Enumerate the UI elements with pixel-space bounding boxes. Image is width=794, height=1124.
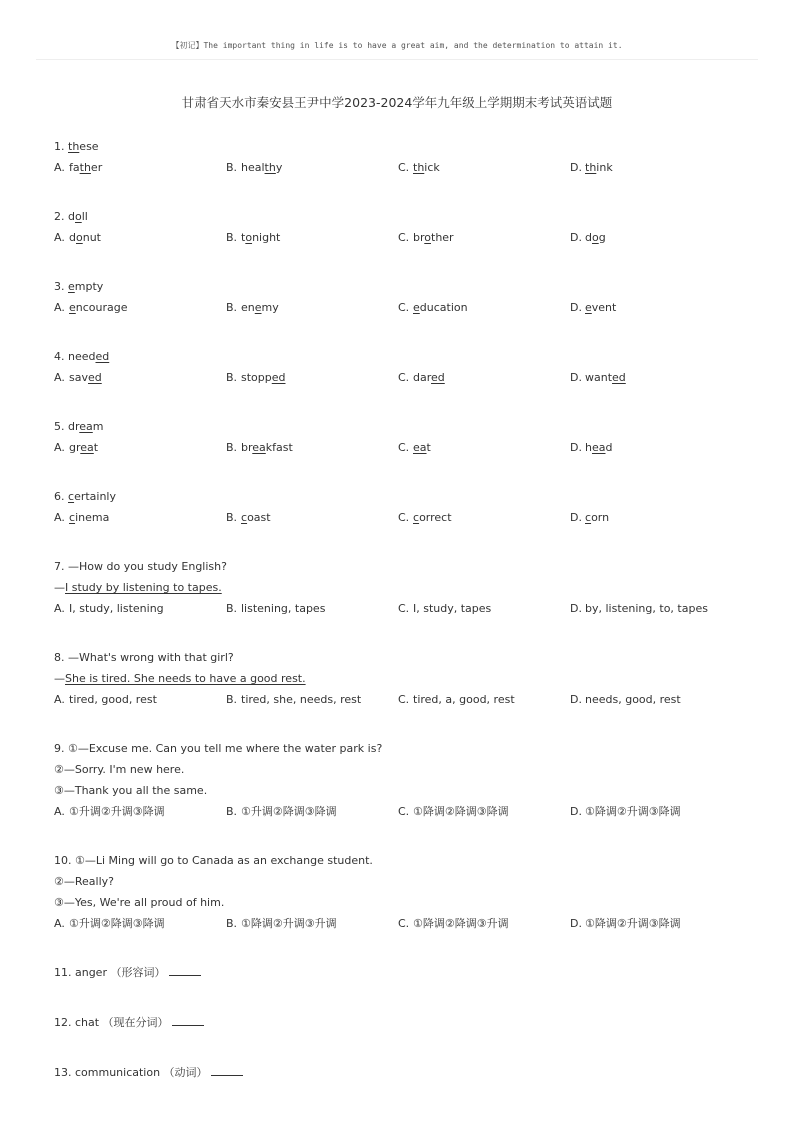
fill-question-text: 13. communication （动词） <box>54 1066 212 1079</box>
question-stem-line <box>54 647 754 668</box>
option-row <box>54 598 754 619</box>
option-text: ①降调②降调③降调 <box>413 805 509 818</box>
option-text: ①降调②升调③降调 <box>585 917 681 930</box>
option-letter: D. <box>570 371 582 384</box>
option-text: tired, she, needs, rest <box>241 693 362 706</box>
option-text: stopped <box>241 371 286 384</box>
question-3 <box>54 276 754 318</box>
underlined-part: c <box>68 490 75 503</box>
option-text: donut <box>69 231 101 244</box>
option-d[interactable] <box>570 437 742 458</box>
page-header-motto: 【初记】The important thing in life is to have a great aim, and the determination to attain it. <box>171 41 623 50</box>
option-text: great <box>69 441 99 454</box>
option-text: dared <box>413 371 445 384</box>
question-5 <box>54 416 754 458</box>
question-stem-line <box>54 486 754 507</box>
option-letter: D. <box>570 602 582 615</box>
option-letter: A. <box>54 231 65 244</box>
option-text: head <box>585 441 613 454</box>
option-b[interactable] <box>226 367 398 388</box>
option-letter: A. <box>54 161 65 174</box>
question-stem-line <box>54 780 754 801</box>
option-row <box>54 689 754 710</box>
option-a[interactable] <box>54 367 226 388</box>
question-6 <box>54 486 754 528</box>
stem-text: 5. dream <box>54 420 104 433</box>
option-letter: C. <box>398 231 410 244</box>
option-text: eat <box>413 441 431 454</box>
underlined-part: e <box>254 301 262 314</box>
option-letter: B. <box>226 371 238 384</box>
option-text: thick <box>413 161 440 174</box>
option-d[interactable] <box>570 913 742 934</box>
option-c[interactable] <box>398 157 570 178</box>
option-d[interactable] <box>570 227 742 248</box>
option-text: breakfast <box>241 441 293 454</box>
option-c[interactable] <box>398 507 570 528</box>
option-c[interactable] <box>398 801 570 822</box>
option-letter: B. <box>226 301 238 314</box>
option-letter: B. <box>226 161 238 174</box>
option-letter: B. <box>226 805 238 818</box>
option-d[interactable] <box>570 801 742 822</box>
fill-question-11 <box>54 962 754 983</box>
option-text: enemy <box>241 301 279 314</box>
option-text: needs, good, rest <box>585 693 681 706</box>
option-b[interactable] <box>226 598 398 619</box>
option-letter: C. <box>398 805 410 818</box>
fill-question-12 <box>54 1012 754 1033</box>
option-a[interactable] <box>54 227 226 248</box>
option-letter: B. <box>226 693 238 706</box>
option-a[interactable] <box>54 689 226 710</box>
option-text: cinema <box>69 511 110 524</box>
question-stem-line <box>54 416 754 437</box>
underlined-part: o <box>424 231 431 244</box>
option-letter: C. <box>398 371 410 384</box>
option-b[interactable] <box>226 507 398 528</box>
question-stem-line <box>54 276 754 297</box>
option-row <box>54 157 754 178</box>
option-d[interactable] <box>570 297 742 318</box>
spacer <box>54 934 754 962</box>
option-text: event <box>585 301 617 314</box>
option-b[interactable] <box>226 689 398 710</box>
stem-text: 9. ①—Excuse me. Can you tell me where the water park is? <box>54 742 383 755</box>
option-a[interactable] <box>54 598 226 619</box>
question-stem-line <box>54 136 754 157</box>
option-text: saved <box>69 371 102 384</box>
underlined-part: She is tired. She needs to have a good rest. <box>65 672 306 685</box>
option-b[interactable] <box>226 297 398 318</box>
option-text: tonight <box>241 231 281 244</box>
spacer <box>54 983 754 1012</box>
underlined-part: ed <box>95 350 110 363</box>
option-text: correct <box>413 511 452 524</box>
option-row <box>54 297 754 318</box>
option-row <box>54 801 754 822</box>
question-stem-line <box>54 206 754 227</box>
option-letter: A. <box>54 441 65 454</box>
option-text: tired, a, good, rest <box>413 693 515 706</box>
underlined-part: th <box>585 161 597 174</box>
option-letter: B. <box>226 441 238 454</box>
option-letter: C. <box>398 301 410 314</box>
option-text: encourage <box>69 301 128 314</box>
question-stem-line <box>54 556 754 577</box>
option-letter: D. <box>570 511 582 524</box>
option-letter: B. <box>226 917 238 930</box>
option-letter: D. <box>570 805 582 818</box>
questions-area <box>54 136 754 1083</box>
question-4 <box>54 346 754 388</box>
underlined-part: o <box>591 231 599 244</box>
underlined-part: e <box>69 301 76 314</box>
option-text: ①降调②升调③升调 <box>241 917 337 930</box>
option-text: ①降调②降调③升调 <box>413 917 509 930</box>
option-text: dog <box>585 231 606 244</box>
stem-text: 1. these <box>54 140 99 153</box>
page-title: 甘肃省天水市秦安县王尹中学2023-2024学年九年级上学期期末考试英语试题 <box>181 95 613 110</box>
question-stem-line <box>54 738 754 759</box>
option-letter: A. <box>54 805 65 818</box>
option-text: I, study, tapes <box>413 602 492 615</box>
option-b[interactable] <box>226 913 398 934</box>
option-letter: C. <box>398 161 410 174</box>
option-row <box>54 367 754 388</box>
option-letter: C. <box>398 602 410 615</box>
option-row <box>54 227 754 248</box>
underlined-part: ea <box>252 441 266 454</box>
option-a[interactable] <box>54 913 226 934</box>
option-text: I, study, listening <box>69 602 164 615</box>
spacer <box>54 1033 754 1062</box>
underlined-part: o <box>75 231 83 244</box>
option-letter: D. <box>570 441 582 454</box>
stem-text: 10. ①—Li Ming will go to Canada as an exchange student. <box>54 854 373 867</box>
option-letter: C. <box>398 441 410 454</box>
header-divider <box>36 59 758 60</box>
option-text: brother <box>413 231 454 244</box>
option-letter: D. <box>570 301 582 314</box>
option-text: ①降调②升调③降调 <box>585 805 681 818</box>
option-letter: B. <box>226 602 238 615</box>
option-letter: A. <box>54 917 65 930</box>
option-row <box>54 437 754 458</box>
option-letter: B. <box>226 231 238 244</box>
question-8 <box>54 647 754 710</box>
fill-question-13 <box>54 1062 754 1083</box>
underlined-part: ea <box>413 441 427 454</box>
stem-text: ②—Sorry. I'm new here. <box>54 763 185 776</box>
spacer <box>54 248 754 276</box>
stem-text: 7. —How do you study English? <box>54 560 227 573</box>
answer-blank[interactable] <box>172 1015 204 1026</box>
underlined-part: c <box>69 511 76 524</box>
option-row <box>54 913 754 934</box>
stem-text: ③—Yes, We're all proud of him. <box>54 896 225 909</box>
answer-blank[interactable] <box>169 965 201 976</box>
option-text: wanted <box>585 371 626 384</box>
question-stem-line <box>54 668 754 689</box>
question-9 <box>54 738 754 822</box>
answer-blank[interactable] <box>211 1065 243 1076</box>
option-row <box>54 507 754 528</box>
underlined-part: th <box>413 161 425 174</box>
fill-question-text: 12. chat （现在分词） <box>54 1016 173 1029</box>
underlined-part: o <box>74 210 82 223</box>
underlined-part: th <box>79 161 91 174</box>
question-7 <box>54 556 754 619</box>
option-text: ①升调②升调③降调 <box>69 805 165 818</box>
question-2 <box>54 206 754 248</box>
option-text: education <box>413 301 468 314</box>
option-letter: C. <box>398 693 410 706</box>
underlined-part: c <box>585 511 592 524</box>
underlined-part: c <box>413 511 420 524</box>
option-text: by, listening, to, tapes <box>585 602 708 615</box>
spacer <box>54 710 754 738</box>
option-text: healthy <box>241 161 283 174</box>
stem-text: ②—Really? <box>54 875 114 888</box>
option-c[interactable] <box>398 913 570 934</box>
option-text: tired, good, rest <box>69 693 157 706</box>
option-c[interactable] <box>398 598 570 619</box>
option-text: think <box>585 161 613 174</box>
stem-text: 2. doll <box>54 210 88 223</box>
spacer <box>54 619 754 647</box>
option-a[interactable] <box>54 297 226 318</box>
option-a[interactable] <box>54 507 226 528</box>
option-b[interactable] <box>226 157 398 178</box>
spacer <box>54 528 754 556</box>
stem-text: 4. needed <box>54 350 110 363</box>
option-a[interactable] <box>54 801 226 822</box>
option-letter: A. <box>54 602 65 615</box>
option-c[interactable] <box>398 367 570 388</box>
spacer <box>54 178 754 206</box>
underlined-part: ed <box>87 371 102 384</box>
spacer <box>54 458 754 486</box>
underlined-part: e <box>585 301 592 314</box>
spacer <box>54 388 754 416</box>
option-text: father <box>69 161 103 174</box>
underlined-part: o <box>245 231 253 244</box>
question-1 <box>54 136 754 178</box>
option-d[interactable] <box>570 689 742 710</box>
underlined-part: c <box>241 511 248 524</box>
spacer <box>54 822 754 850</box>
spacer <box>54 318 754 346</box>
option-a[interactable] <box>54 157 226 178</box>
option-letter: B. <box>226 511 238 524</box>
underlined-part: th <box>68 140 80 153</box>
option-letter: A. <box>54 301 65 314</box>
option-c[interactable] <box>398 227 570 248</box>
question-stem-line <box>54 871 754 892</box>
option-d[interactable] <box>570 507 742 528</box>
underlined-part: ed <box>271 371 286 384</box>
question-stem-line <box>54 850 754 871</box>
option-letter: C. <box>398 511 410 524</box>
question-10 <box>54 850 754 934</box>
underlined-part: I study by listening to tapes. <box>65 581 222 594</box>
option-c[interactable] <box>398 297 570 318</box>
question-stem-line <box>54 892 754 913</box>
option-letter: A. <box>54 693 65 706</box>
option-text: ①升调②降调③降调 <box>241 805 337 818</box>
option-d[interactable] <box>570 367 742 388</box>
option-text: ①升调②降调③降调 <box>69 917 165 930</box>
question-stem-line <box>54 346 754 367</box>
option-text: corn <box>585 511 610 524</box>
underlined-part: e <box>413 301 420 314</box>
underlined-part: ea <box>591 441 606 454</box>
option-letter: D. <box>570 917 582 930</box>
option-letter: C. <box>398 917 410 930</box>
option-letter: D. <box>570 693 582 706</box>
question-stem-line <box>54 759 754 780</box>
stem-text: 8. —What's wrong with that girl? <box>54 651 234 664</box>
option-d[interactable] <box>570 157 742 178</box>
underlined-part: ea <box>79 420 93 433</box>
fill-question-text: 11. anger （形容词） <box>54 966 169 979</box>
option-c[interactable] <box>398 689 570 710</box>
underlined-part: th <box>264 161 276 174</box>
option-letter: A. <box>54 371 65 384</box>
underlined-part: ea <box>80 441 94 454</box>
underlined-part: ed <box>612 371 626 384</box>
option-a[interactable] <box>54 437 226 458</box>
stem-text: —She is tired. She needs to have a good rest. <box>54 672 306 685</box>
option-text: listening, tapes <box>241 602 326 615</box>
stem-text: ③—Thank you all the same. <box>54 784 208 797</box>
stem-text: 3. empty <box>54 280 104 293</box>
stem-text: —I study by listening to tapes. <box>54 581 222 594</box>
question-stem-line <box>54 577 754 598</box>
option-b[interactable] <box>226 801 398 822</box>
option-letter: D. <box>570 161 582 174</box>
option-c[interactable] <box>398 437 570 458</box>
option-d[interactable] <box>570 598 742 619</box>
option-text: coast <box>241 511 271 524</box>
option-b[interactable] <box>226 227 398 248</box>
underlined-part: e <box>68 280 75 293</box>
stem-text: 6. certainly <box>54 490 116 503</box>
underlined-part: ed <box>431 371 445 384</box>
option-letter: D. <box>570 231 582 244</box>
option-letter: A. <box>54 511 65 524</box>
option-b[interactable] <box>226 437 398 458</box>
